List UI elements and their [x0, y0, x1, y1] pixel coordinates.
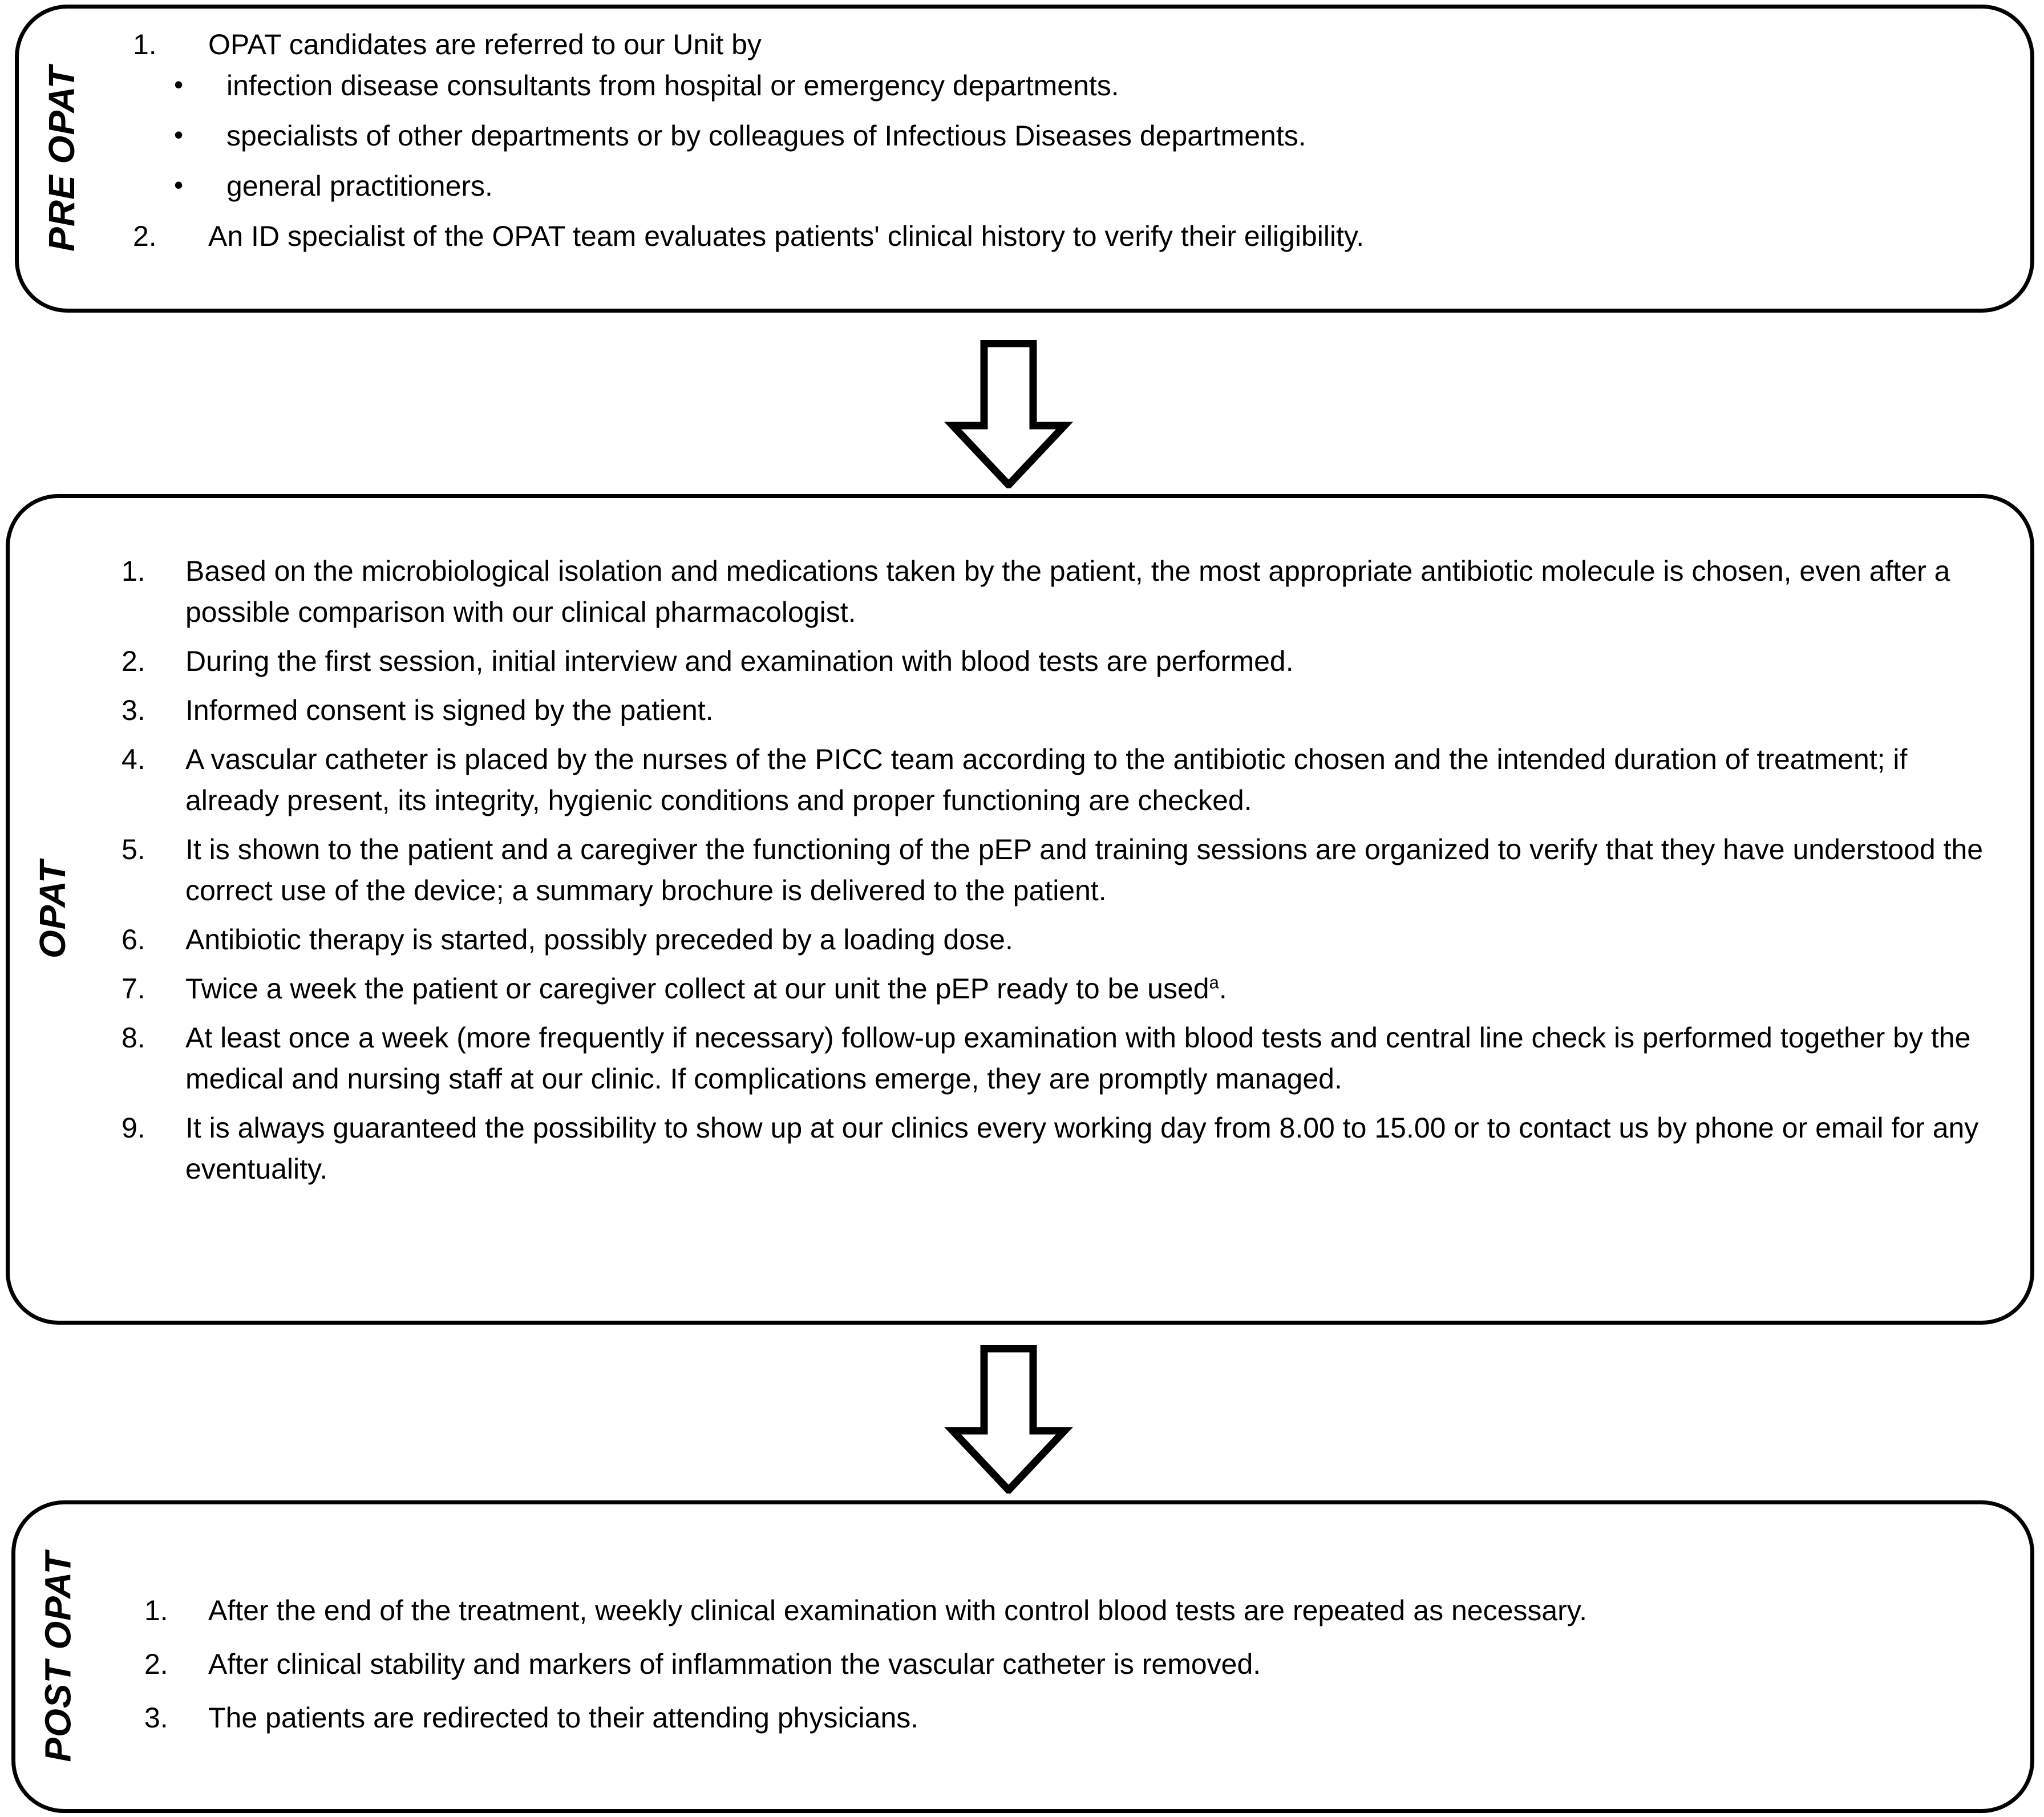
step-text: Antibiotic therapy is started, possibly preceded by a loading dose.: [185, 924, 1013, 956]
sub-item-text: infection disease consultants from hospital or emergency departments.: [226, 70, 1119, 102]
list-item: [122, 1107, 1996, 1189]
step-number: 8.: [122, 1022, 145, 1054]
step-number: 3.: [144, 1702, 168, 1734]
list-item: [122, 739, 1996, 821]
bullet-icon: •: [173, 70, 184, 99]
sub-item-text: general practitioners.: [226, 170, 493, 202]
step-text: OPAT candidates are referred to our Unit by: [208, 29, 762, 60]
list-item: [122, 829, 1996, 911]
list-item: [122, 919, 1996, 960]
sub-list-referral-sources: [133, 71, 2007, 200]
step-text: [185, 968, 1996, 1009]
step-text: An ID specialist of the OPAT team evaluates patients' clinical history to verify their eiligibility.: [208, 220, 1365, 252]
step-number: 2.: [133, 220, 157, 252]
stage-label-opat: OPAT: [32, 860, 73, 959]
stage-label-column-post-opat: [15, 1504, 101, 1809]
list-item: [133, 172, 2007, 200]
step-list-pre-opat: [104, 9, 2030, 309]
step-number: 2.: [122, 645, 145, 677]
stage-box-pre-opat: [15, 5, 2034, 313]
step-text: Based on the microbiological isolation and medications taken by the patient, the most appropriate antibiotic molecule is chosen, even after a possible comparison with our clinical pharmacologist.: [185, 555, 1950, 628]
bullet-icon: •: [173, 120, 184, 149]
step-text: At least once a week (more frequently if necessary) follow-up examination with blood tests and central line check is performed together by the medical and nursing staff at our clinic. If complications emerge, they are promptly managed.: [185, 1022, 1971, 1095]
step-number: 4.: [122, 743, 145, 775]
step-list-opat: [95, 498, 2030, 1321]
step-number: 5.: [122, 833, 145, 865]
bullet-icon: •: [173, 170, 184, 200]
step-text: The patients are redirected to their attending physicians.: [208, 1702, 919, 1734]
step-text: After the end of the treatment, weekly clinical examination with control blood tests are repeated as necessary.: [208, 1595, 1588, 1626]
step-number: 6.: [122, 924, 145, 956]
stage-label-column-pre-opat: [19, 9, 104, 309]
step-text: Informed consent is signed by the patient.: [185, 694, 714, 726]
step-number: 9.: [122, 1112, 145, 1144]
stage-label-column-opat: [10, 498, 95, 1321]
step-number: 1.: [122, 555, 145, 587]
footnote-marker: a: [1209, 972, 1219, 993]
list-item: [122, 641, 1996, 682]
list-item: [144, 1590, 1996, 1631]
list-item: [133, 71, 2007, 100]
down-block-arrow-icon: [942, 1345, 1075, 1494]
down-block-arrow-icon: [942, 340, 1075, 488]
step-text: After clinical stability and markers of inflammation the vascular catheter is removed.: [208, 1648, 1261, 1680]
stage-box-post-opat: [11, 1500, 2034, 1813]
list-item: [133, 222, 2007, 250]
step-text: During the first session, initial interview and examination with blood tests are performed.: [185, 645, 1294, 677]
list-item: [144, 1644, 1996, 1685]
step-text-tail: .: [1219, 973, 1227, 1005]
list-item: [133, 30, 2007, 59]
sub-item-text: specialists of other departments or by colleagues of Infectious Diseases departments.: [226, 120, 1306, 152]
list-item: [144, 1697, 1996, 1738]
list-item: [122, 1017, 1996, 1099]
step-number: 1.: [133, 29, 157, 60]
stage-label-post-opat: POST OPAT: [38, 1551, 79, 1762]
step-number: 7.: [122, 973, 145, 1005]
step-number: 3.: [122, 694, 145, 726]
step-list-post-opat: [101, 1504, 2030, 1809]
step-text: It is always guaranteed the possibility to show up at our clinics every working day from 8.00 to 15.00 or to contact us by phone or email for any eventuality.: [185, 1112, 1979, 1185]
list-item: [122, 968, 1996, 1009]
step-number: 2.: [144, 1648, 168, 1680]
stage-box-opat: [6, 494, 2034, 1325]
list-item: [122, 690, 1996, 731]
step-text: A vascular catheter is placed by the nurses of the PICC team according to the antibiotic chosen and the intended duration of treatment; if already present, its integrity, hygienic conditions and proper functioning are checked.: [185, 743, 1908, 816]
stage-label-pre-opat: PRE OPAT: [41, 66, 82, 252]
step-text: It is shown to the patient and a caregiver the functioning of the pEP and training sessions are organized to verify that they have understood the correct use of the device; a summary brochure is delivered to the patient.: [185, 833, 1984, 907]
step-text-main: Twice a week the patient or caregiver collect at our unit the pEP ready to be used: [185, 973, 1209, 1005]
list-item: [122, 551, 1996, 633]
step-number: 1.: [144, 1595, 168, 1626]
list-item: [133, 122, 2007, 150]
